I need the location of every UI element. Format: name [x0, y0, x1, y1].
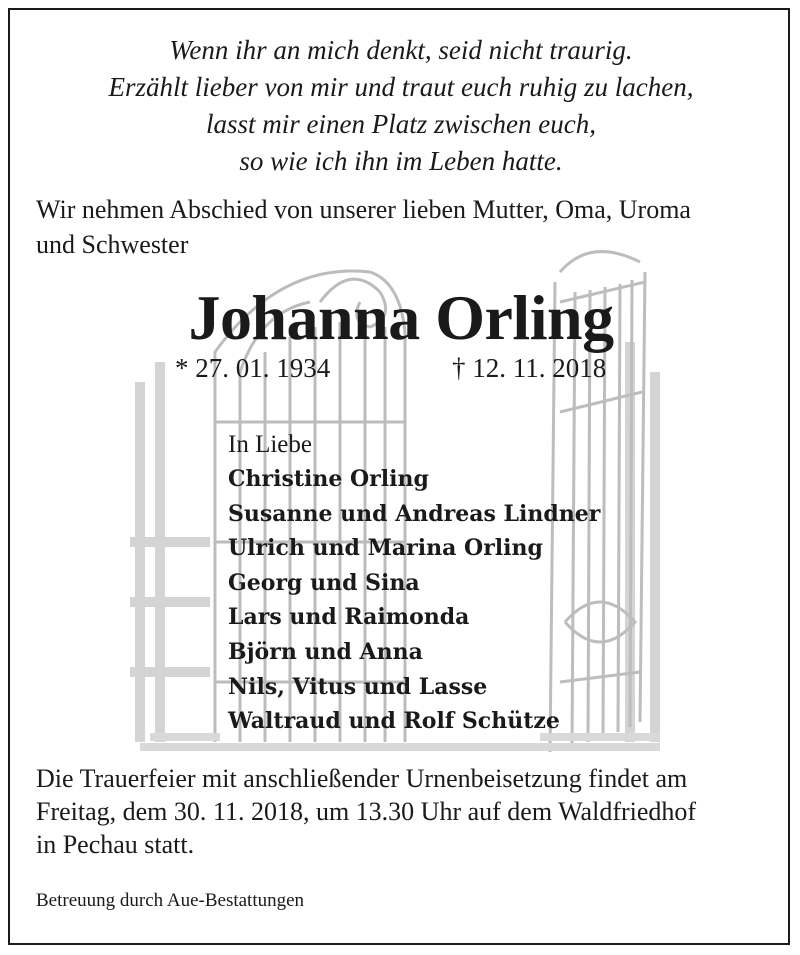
funeral-line: Die Trauerfeier mit anschließender Urnenbeisetzung findet am	[36, 764, 688, 793]
undertaker-credit: Betreuung durch Aue-Bestattungen	[36, 890, 305, 911]
mourner-name: Georg und Sina	[228, 569, 420, 596]
mourners-lead: In Liebe	[228, 431, 312, 458]
obituary-notice	[8, 8, 790, 945]
mourners-list	[228, 428, 600, 739]
mourner-name: Lars und Raimonda	[228, 604, 470, 631]
poem-line: Erzählt lieber von mir und traut euch ruhig zu lachen,	[108, 72, 694, 102]
poem-line: Wenn ihr an mich denkt, seid nicht traurig.	[169, 35, 633, 65]
mourner-name: Ulrich und Marina Orling	[228, 535, 543, 562]
mourner-name: Susanne und Andreas Lindner	[228, 500, 601, 527]
memorial-poem	[10, 32, 790, 180]
mourner-name: Björn und Anna	[228, 638, 423, 665]
mourner-name: Waltraud und Rolf Schütze	[228, 708, 560, 735]
funeral-details	[36, 762, 781, 861]
poem-line: lasst mir einen Platz zwischen euch,	[206, 109, 596, 139]
mourner-name: Nils, Vitus und Lasse	[228, 673, 488, 700]
death-date: † 12. 11. 2018	[452, 353, 607, 383]
mourner-name: Christine Orling	[228, 466, 429, 492]
intro-line: und Schwester	[36, 230, 189, 259]
farewell-intro	[36, 192, 776, 262]
intro-line: Wir nehmen Abschied von unserer lieben Mutter, Oma, Uroma	[36, 195, 691, 224]
poem-line: so wie ich ihn im Leben hatte.	[239, 146, 563, 176]
funeral-line: Freitag, dem 30. 11. 2018, um 13.30 Uhr auf dem Waldfriedhof	[36, 797, 697, 826]
birth-date: * 27. 01. 1934	[175, 353, 331, 383]
funeral-line: in Pechau statt.	[36, 830, 195, 859]
deceased-name: Johanna Orling	[188, 282, 614, 353]
